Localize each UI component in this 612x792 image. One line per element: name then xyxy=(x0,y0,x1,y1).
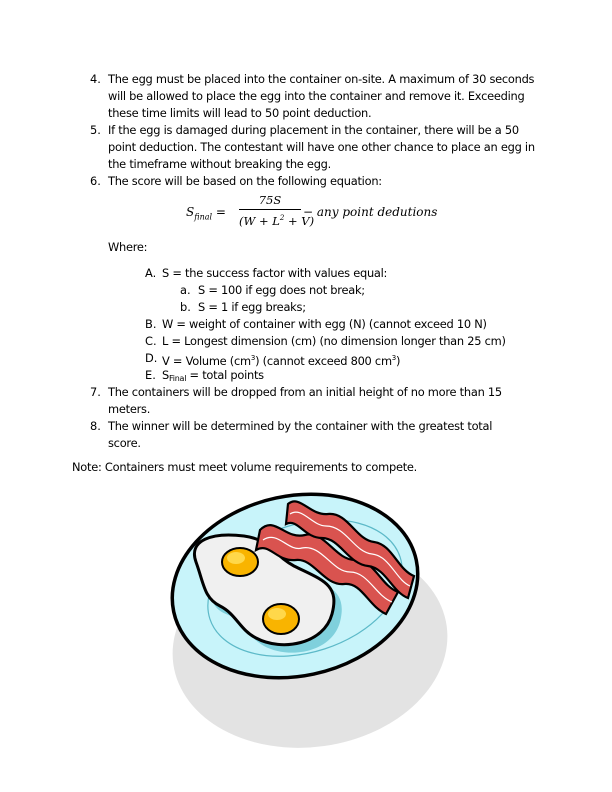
subscript: Final xyxy=(168,374,187,383)
text-segment: ) xyxy=(396,354,401,368)
definition-marker: A. xyxy=(145,266,157,280)
list-text-line: The containers will be dropped from an initial height of no more than 15 xyxy=(108,385,502,399)
definition-text: L = Longest dimension (cm) (no dimension longer than 25 cm) xyxy=(162,334,506,348)
list-number: 5. xyxy=(90,123,101,137)
superscript: 3 xyxy=(250,354,256,362)
definition-marker: D. xyxy=(145,351,158,365)
equation-rhs: − any point dedutions xyxy=(303,205,438,219)
plate-icon xyxy=(160,480,452,750)
list-number: 6. xyxy=(90,174,101,188)
definition-marker: a. xyxy=(180,283,191,297)
note-text: Note: Containers must meet volume requirements to compete. xyxy=(72,460,418,474)
definition-marker: C. xyxy=(145,334,157,348)
definition-text: S = 100 if egg does not break; xyxy=(198,283,365,297)
equals-sign: = xyxy=(215,205,226,219)
score-equation xyxy=(186,193,436,233)
denominator-exponent: 2 xyxy=(279,214,285,222)
definition-marker: B. xyxy=(145,317,157,331)
denominator-part: (W + L xyxy=(239,213,280,228)
fraction-numerator: 75S xyxy=(258,193,282,207)
list-number: 4. xyxy=(90,72,101,86)
list-text-line: The winner will be determined by the container with the greatest total xyxy=(108,419,493,433)
list-text-line: the timeframe without breaking the egg. xyxy=(108,157,332,171)
fraction-bar xyxy=(239,209,301,210)
fraction-denominator xyxy=(239,211,315,229)
eggs-bacon-illustration xyxy=(160,480,452,750)
denominator-part: + V) xyxy=(284,213,315,228)
list-text-line: If the egg is damaged during placement in the container, there will be a 50 xyxy=(108,123,519,137)
definition-text: S = 1 if egg breaks; xyxy=(198,300,306,314)
text-segment: = total points xyxy=(186,368,264,382)
list-number: 8. xyxy=(90,419,101,433)
list-text-line: The score will be based on the following equation: xyxy=(108,174,382,188)
definition-text: S = the success factor with values equal: xyxy=(162,266,388,280)
list-text-line: these time limits will lead to 50 point deduction. xyxy=(108,106,372,120)
definition-marker: b. xyxy=(180,300,191,314)
definition-text: W = weight of container with egg (N) (cannot exceed 10 N) xyxy=(162,317,487,331)
list-number: 7. xyxy=(90,385,101,399)
list-text-line: point deduction. The contestant will have one other chance to place an egg in xyxy=(108,140,535,154)
list-text-line: score. xyxy=(108,436,141,450)
text-segment: S xyxy=(162,368,169,382)
list-text-line: The egg must be placed into the container on-site. A maximum of 30 seconds xyxy=(108,72,535,86)
equation-lhs xyxy=(186,205,226,221)
text-segment: ) (cannot exceed 800 cm xyxy=(255,354,392,368)
equation-symbol: S xyxy=(186,205,195,219)
equation-subscript: final xyxy=(194,212,213,222)
list-text-line: meters. xyxy=(108,402,151,416)
where-label: Where: xyxy=(108,240,148,254)
list-text-line: will be allowed to place the egg into the container and remove it. Exceeding xyxy=(108,89,525,103)
text-segment: V = Volume (cm xyxy=(162,354,251,368)
superscript: 3 xyxy=(391,354,397,362)
definition-marker: E. xyxy=(145,368,156,382)
equation-fraction xyxy=(239,193,315,229)
